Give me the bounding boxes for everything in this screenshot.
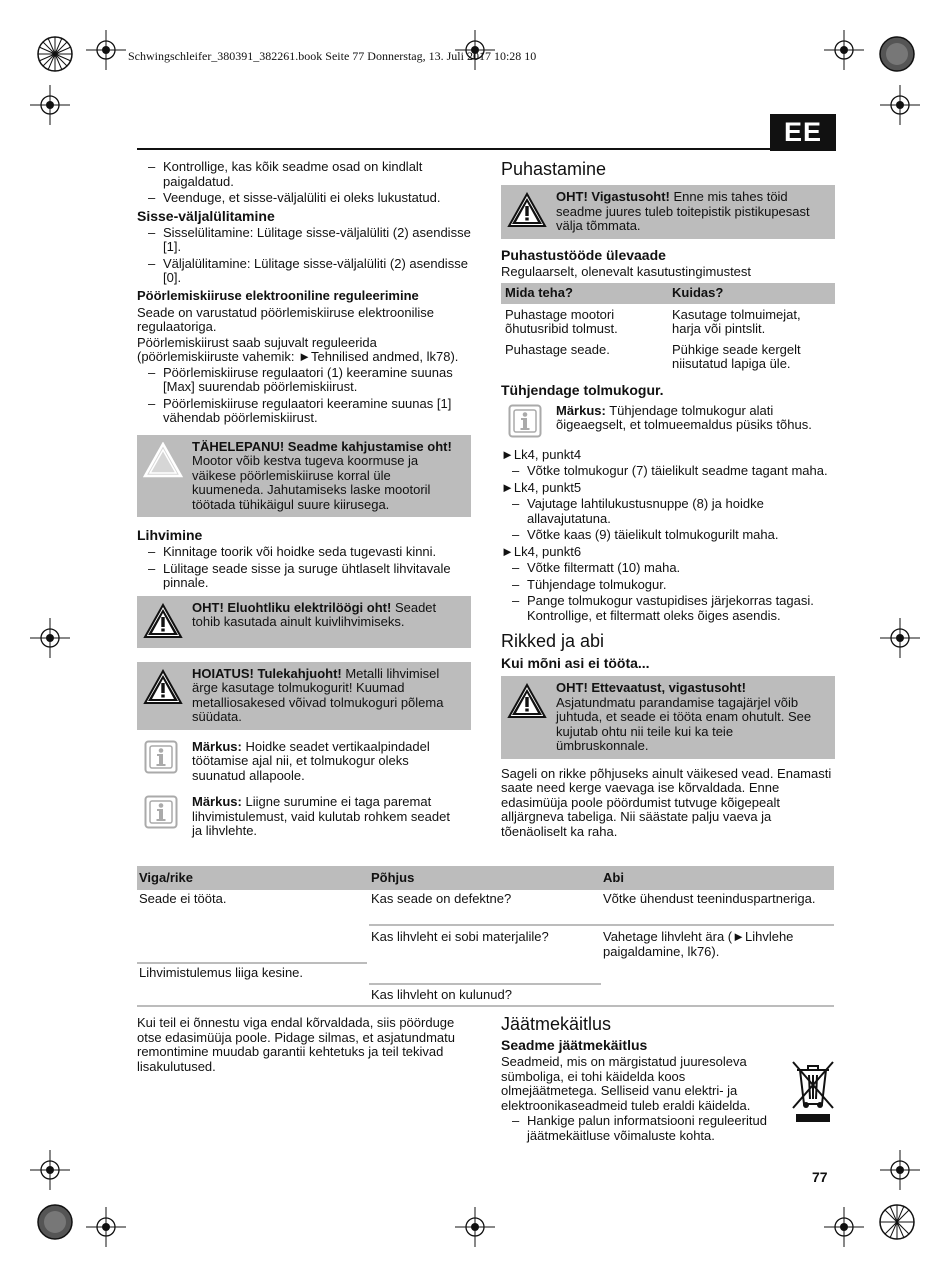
list-item: – Väljalülitamine: Lülitage sisse-väljalüliti (2) asendisse [0]. (137, 257, 471, 286)
disposal-subheading: Seadme jäätmekäitlus (501, 1037, 648, 1053)
electric-danger-text: Seadet tohib kasutada ainult kuivlihvimiseks. (192, 599, 437, 629)
crosshair-mark-top-left (86, 30, 126, 70)
table-bottom-rule (137, 1005, 834, 1007)
table-cell: Kas lihvleht on kulunud? (371, 987, 512, 1002)
cleaning-danger-notice (501, 185, 835, 239)
list-item: – Sisselülitamine: Lülitage sisse-väljalüliti (2) asendisse [1]. (137, 226, 471, 255)
fire-warning-text: Metalli lihvimisel ärge kasutage tolmukogurit! Kuumad metalliosakesed võivad tolmukoguri põlema süüdata. (192, 665, 444, 724)
warning-triangle-icon (143, 603, 183, 639)
row-divider (137, 962, 367, 964)
page-number: 77 (812, 1169, 828, 1185)
speed-paragraph-1: Seade on varustatud pöörlemiskiiruse elektroonilise regulaatoriga. (137, 304, 434, 334)
attention-notice (137, 435, 471, 518)
crosshair-mark-bottom-left (86, 1207, 126, 1247)
crosshair-mark-low-right (880, 1150, 920, 1190)
gray-dot-mark-bottom-left (35, 1202, 75, 1242)
crosshair-mark-mid-right (880, 618, 920, 658)
speed-heading: Pöörlemiskiiruse elektrooniline reguleerimine (137, 287, 419, 303)
page-reference: ►Lk4, punkt4 (501, 446, 582, 462)
crossed-bin-icon (790, 1058, 836, 1124)
electric-danger-title: OHT! Eluohtliku elektrilöögi oht! (192, 599, 392, 615)
crosshair-mark-mid-left-top (30, 85, 70, 125)
cleaning-heading: Puhastamine (501, 159, 607, 179)
table-row (501, 304, 835, 339)
table-header: Mida teha? (501, 283, 668, 304)
info-icon (144, 740, 178, 774)
overview-paragraph: Regulaarselt, olenevalt kasutustingimustest (501, 263, 752, 279)
info-icon (144, 795, 178, 829)
page-reference: ►Lk4, punkt6 (501, 543, 582, 559)
empty-collector-heading: Tühjendage tolmukogur. (501, 381, 664, 398)
fire-warning-notice (137, 662, 471, 730)
table-header: Kuidas? (668, 283, 835, 304)
crosshair-mark-low-left (30, 1150, 70, 1190)
table-row (501, 339, 835, 374)
disposal-heading: Jäätmekäitlus (501, 1014, 612, 1034)
list-item: – Vajutage lahtilukustusnuppe (8) ja hoidke allavajutatuna. (501, 497, 835, 526)
troubleshooting-heading: Rikked ja abi (501, 631, 605, 651)
registration-mark-top-left (35, 34, 75, 74)
table-cell: Puhastage seade. (505, 341, 610, 357)
table-cell: Seade ei tööta. (139, 891, 227, 906)
crosshair-mark-bottom-center (455, 1207, 495, 1247)
cleaning-table (501, 283, 835, 374)
crosshair-mark-bottom-right (824, 1207, 864, 1247)
attention-title: TÄHELEPANU! Seadme kahjustamise oht! (192, 438, 452, 454)
note-vertical-surfaces (137, 738, 471, 786)
table-header: Viga/rike (137, 866, 369, 890)
crosshair-mark-mid-right-top (880, 85, 920, 125)
list-item: – Võtke tolmukogur (7) täielikult seadme tagant maha. (501, 464, 835, 479)
switch-heading: Sisse-väljalülitamine (137, 207, 275, 224)
language-badge: EE (770, 114, 836, 151)
table-cell: Kasutage tolmuimejat, harja või pintslit. (672, 306, 801, 336)
table-cell: Kas lihvleht ei sobi materjalile? (371, 929, 549, 944)
list-item: – Hankige palun informatsiooni reguleeritud jäätmekäitluse võimaluste kohta. (501, 1114, 779, 1143)
list-item: – Kinnitage toorik või hoidke seda tugevasti kinni. (137, 545, 471, 560)
list-item: – Tühjendage tolmukogur. (501, 578, 835, 593)
list-item: – Lülitage seade sisse ja suruge ühtlaselt lihvitavale pinnale. (137, 562, 471, 591)
sanding-heading: Lihvimine (137, 527, 203, 543)
note-label: Märkus: (556, 402, 606, 418)
gray-dot-mark-top-right (877, 34, 917, 74)
empty-collector-note (501, 402, 835, 444)
note-text: Tühjendage tolmukogur alati õigeaegselt, et tolmueemaldus püsiks tõhus. (556, 402, 812, 432)
right-column (501, 159, 835, 840)
table-cell: Puhastage mootori õhutusribid tolmust. (505, 306, 618, 336)
table-header: Abi (601, 866, 834, 890)
repair-danger-title: OHT! Ettevaatust, vigastusoht! (556, 680, 746, 695)
note-label: Märkus: (192, 738, 242, 754)
attention-text: Mootor võib kestva tugeva koormuse ja väikese pöörlemiskiiruse korral üle kuumeneda. Jahutamiseks laske mootoril töötada tühikäigul suure kiirusega. (192, 453, 431, 512)
troubleshooting-subheading: Kui mõni asi ei tööta... (501, 655, 650, 671)
note-label: Märkus: (192, 794, 242, 809)
list-item: – Võtke filtermatt (10) maha. (501, 561, 835, 576)
cleaning-danger-title: OHT! Vigastusoht! (556, 189, 670, 204)
info-icon (508, 404, 542, 438)
left-column (137, 160, 471, 849)
table-cell: Vahetage lihvleht ära (►Lihvlehe paigaldamine, lk76). (603, 929, 794, 959)
row-divider (369, 924, 834, 926)
warning-triangle-icon (507, 192, 547, 228)
crosshair-mark-top-right (824, 30, 864, 70)
list-item: – Veenduge, et sisse-väljalüliti ei oleks lukustatud. (137, 191, 471, 206)
disposal-section (501, 1014, 835, 1145)
troubleshooting-paragraph: Sageli on rikke põhjuseks ainult väikesed vead. Enamasti saate need kerge vaevaga ise kõrvaldada. Enne edasimüüja poole pöördumist tutvuge kõigepealt alljärgneva tabeliga. Nii säästate palju vaeva ja tõenäoliselt ka raha. (501, 765, 832, 839)
list-item: – Pange tolmukogur vastupidises järjekorras tagasi. Kontrollige, et filtermatt oleks õiges asendis. (501, 594, 835, 623)
speed-paragraph-2: Pöörlemiskiirust saab sujuvalt reguleerida (pöörlemiskiiruste vahemik: ►Tehnilised andmed, lk78). (137, 334, 459, 364)
overview-heading: Puhastustööde ülevaade (501, 246, 666, 263)
table-header: Põhjus (369, 866, 601, 890)
list-item: – Võtke kaas (9) täielikult tolmukogurilt maha. (501, 528, 835, 543)
page-reference: ►Lk4, punkt5 (501, 479, 582, 495)
caution-triangle-icon (143, 442, 183, 478)
table-cell: Pühkige seade kergelt niisutatud lapiga üle. (672, 341, 801, 371)
repair-danger-text: Asjatundmatu parandamise tagajärjel võib juhtuda, et seade ei tööta enam ohutult. See kujutab ohtu nii teile kui ka teie ümbruskonnale. (556, 694, 812, 753)
table-cell: Lihvimistulemus liiga kesine. (139, 965, 304, 980)
print-header-line: Schwingschleifer_380391_382261.book Seite 77 Donnerstag, 13. Juli 2017 10:28 10 (128, 49, 537, 63)
warning-triangle-icon (507, 683, 547, 719)
disposal-paragraph: Seadmeid, mis on märgistatud juuresoleva sümboliga, ei tohi käidelda koos olmejäätmetega. Selliseid vanu elektri- ja elektroonikaseadmeid tuleb eraldi käidelda. (501, 1054, 751, 1113)
fire-warning-title: HOIATUS! Tulekahjuoht! (192, 665, 342, 681)
note-text: Hoidke seadet vertikaalpindadel töötamise ajal nii, et tolmukogur oleks suunatud allapoole. (192, 738, 430, 783)
list-item: – Kontrollige, kas kõik seadme osad on kindlalt paigaldatud. (137, 160, 471, 189)
note-text: Liigne surumine ei taga paremat lihvimistulemust, vaid kulutab rohkem seadet ja lihvlehte. (192, 794, 450, 838)
note-pressure (137, 793, 471, 841)
electric-danger-notice (137, 596, 471, 648)
warranty-paragraph: Kui teil ei õnnestu viga endal kõrvaldada, siis pöörduge otse edasimüüja poole. Pidage silmas, et asjatundmatu remontimine muudab garantii kehtetuks ja teil tekivad lisakulutused. (137, 1015, 455, 1074)
crosshair-mark-mid-left (30, 618, 70, 658)
row-divider (369, 983, 601, 985)
header-rule (137, 148, 770, 150)
list-item: – Pöörlemiskiiruse regulaatori keeramine suunas [1] vähendab pöörlemiskiirust. (137, 397, 471, 426)
registration-mark-bottom-right (877, 1202, 917, 1242)
list-item: – Pöörlemiskiiruse regulaatori (1) keeramine suunas [Max] suurendab pöörlemiskiirust. (137, 366, 471, 395)
warning-triangle-icon (143, 669, 183, 705)
repair-danger-notice (501, 676, 835, 759)
cleaning-danger-text: Enne mis tahes töid seadme juures tuleb toitepistik pistikupesast välja tõmmata. (556, 189, 810, 233)
table-cell: Võtke ühendust teeninduspartneriga. (603, 891, 816, 906)
table-cell: Kas seade on defektne? (371, 891, 512, 906)
bottom-left-paragraph-block (137, 1016, 471, 1075)
